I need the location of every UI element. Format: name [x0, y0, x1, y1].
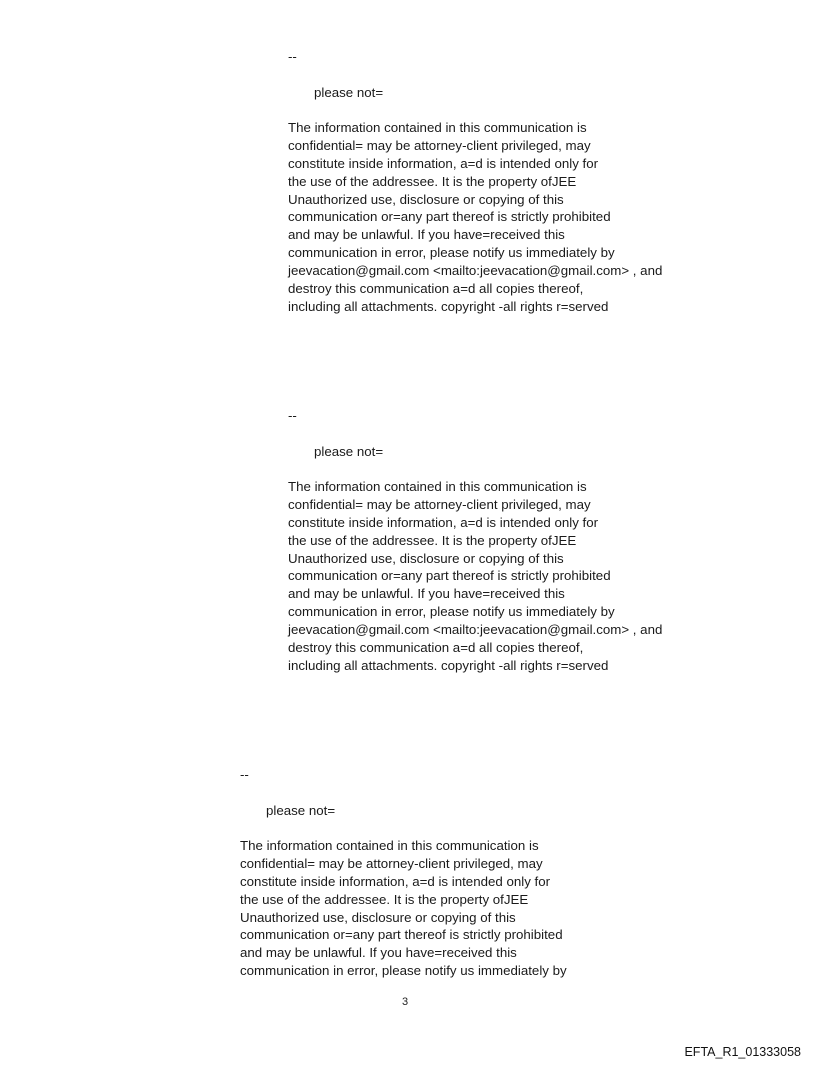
disclaimer-line: confidential= may be attorney-client privileged, may — [240, 855, 543, 871]
disclaimer-line: confidential= may be attorney-client privileged, may — [288, 496, 591, 512]
disclaimer-line: communication or=any part thereof is strictly prohibited — [288, 568, 611, 584]
disclaimer-line: The information contained in this communication is — [288, 119, 587, 135]
disclaimer-line: destroy this communication a=d all copies thereof, — [288, 281, 584, 297]
disclaimer-line: communication in error, please notify us immediately by — [240, 963, 567, 979]
disclaimer-line: communication in error, please notify us immediately by — [288, 604, 615, 620]
separator-dash: -- — [288, 408, 297, 423]
disclaimer-heading: please not= — [266, 803, 336, 818]
disclaimer-line: jeevacation@gmail.com <mailto:jeevacation@gmail.com> , and — [288, 263, 663, 279]
disclaimer-line: the use of the addressee. It is the property ofJEE — [288, 532, 577, 548]
disclaimer-line: constitute inside information, a=d is intended only for — [240, 873, 551, 889]
disclaimer-paragraph — [288, 119, 662, 316]
disclaimer-block-2 — [288, 407, 662, 675]
disclaimer-line: The information contained in this communication is — [240, 837, 539, 853]
disclaimer-line: including all attachments. copyright -all rights r=served — [288, 657, 609, 673]
disclaimer-line: including all attachments. copyright -all rights r=served — [288, 298, 609, 314]
disclaimer-block-3 — [240, 766, 567, 980]
disclaimer-paragraph — [288, 478, 662, 675]
disclaimer-line: Unauthorized use, disclosure or copying of this — [288, 191, 564, 207]
disclaimer-line: constitute inside information, a=d is intended only for — [288, 514, 599, 530]
disclaimer-block-1 — [288, 48, 662, 316]
disclaimer-line: communication or=any part thereof is strictly prohibited — [240, 927, 563, 943]
disclaimer-line: The information contained in this communication is — [288, 478, 587, 494]
disclaimer-line: jeevacation@gmail.com <mailto:jeevacation@gmail.com> , and — [288, 622, 663, 638]
document-id: EFTA_R1_01333058 — [684, 1045, 801, 1059]
disclaimer-line: the use of the addressee. It is the property ofJEE — [240, 891, 529, 907]
separator-dash: -- — [288, 49, 297, 64]
disclaimer-line: the use of the addressee. It is the property ofJEE — [288, 173, 577, 189]
disclaimer-line: confidential= may be attorney-client privileged, may — [288, 137, 591, 153]
separator-dash: -- — [240, 767, 249, 782]
page-number: 3 — [402, 996, 409, 1008]
disclaimer-line: communication in error, please notify us immediately by — [288, 245, 615, 261]
disclaimer-line: and may be unlawful. If you have=received this — [288, 586, 565, 602]
disclaimer-line: Unauthorized use, disclosure or copying of this — [288, 550, 564, 566]
disclaimer-line: Unauthorized use, disclosure or copying of this — [240, 909, 516, 925]
disclaimer-heading: please not= — [314, 85, 384, 100]
disclaimer-paragraph — [240, 837, 567, 980]
disclaimer-line: and may be unlawful. If you have=received this — [240, 945, 517, 961]
disclaimer-line: destroy this communication a=d all copies thereof, — [288, 640, 584, 656]
disclaimer-line: communication or=any part thereof is strictly prohibited — [288, 209, 611, 225]
disclaimer-line: constitute inside information, a=d is intended only for — [288, 155, 599, 171]
disclaimer-line: and may be unlawful. If you have=received this — [288, 227, 565, 243]
disclaimer-heading: please not= — [314, 444, 384, 459]
